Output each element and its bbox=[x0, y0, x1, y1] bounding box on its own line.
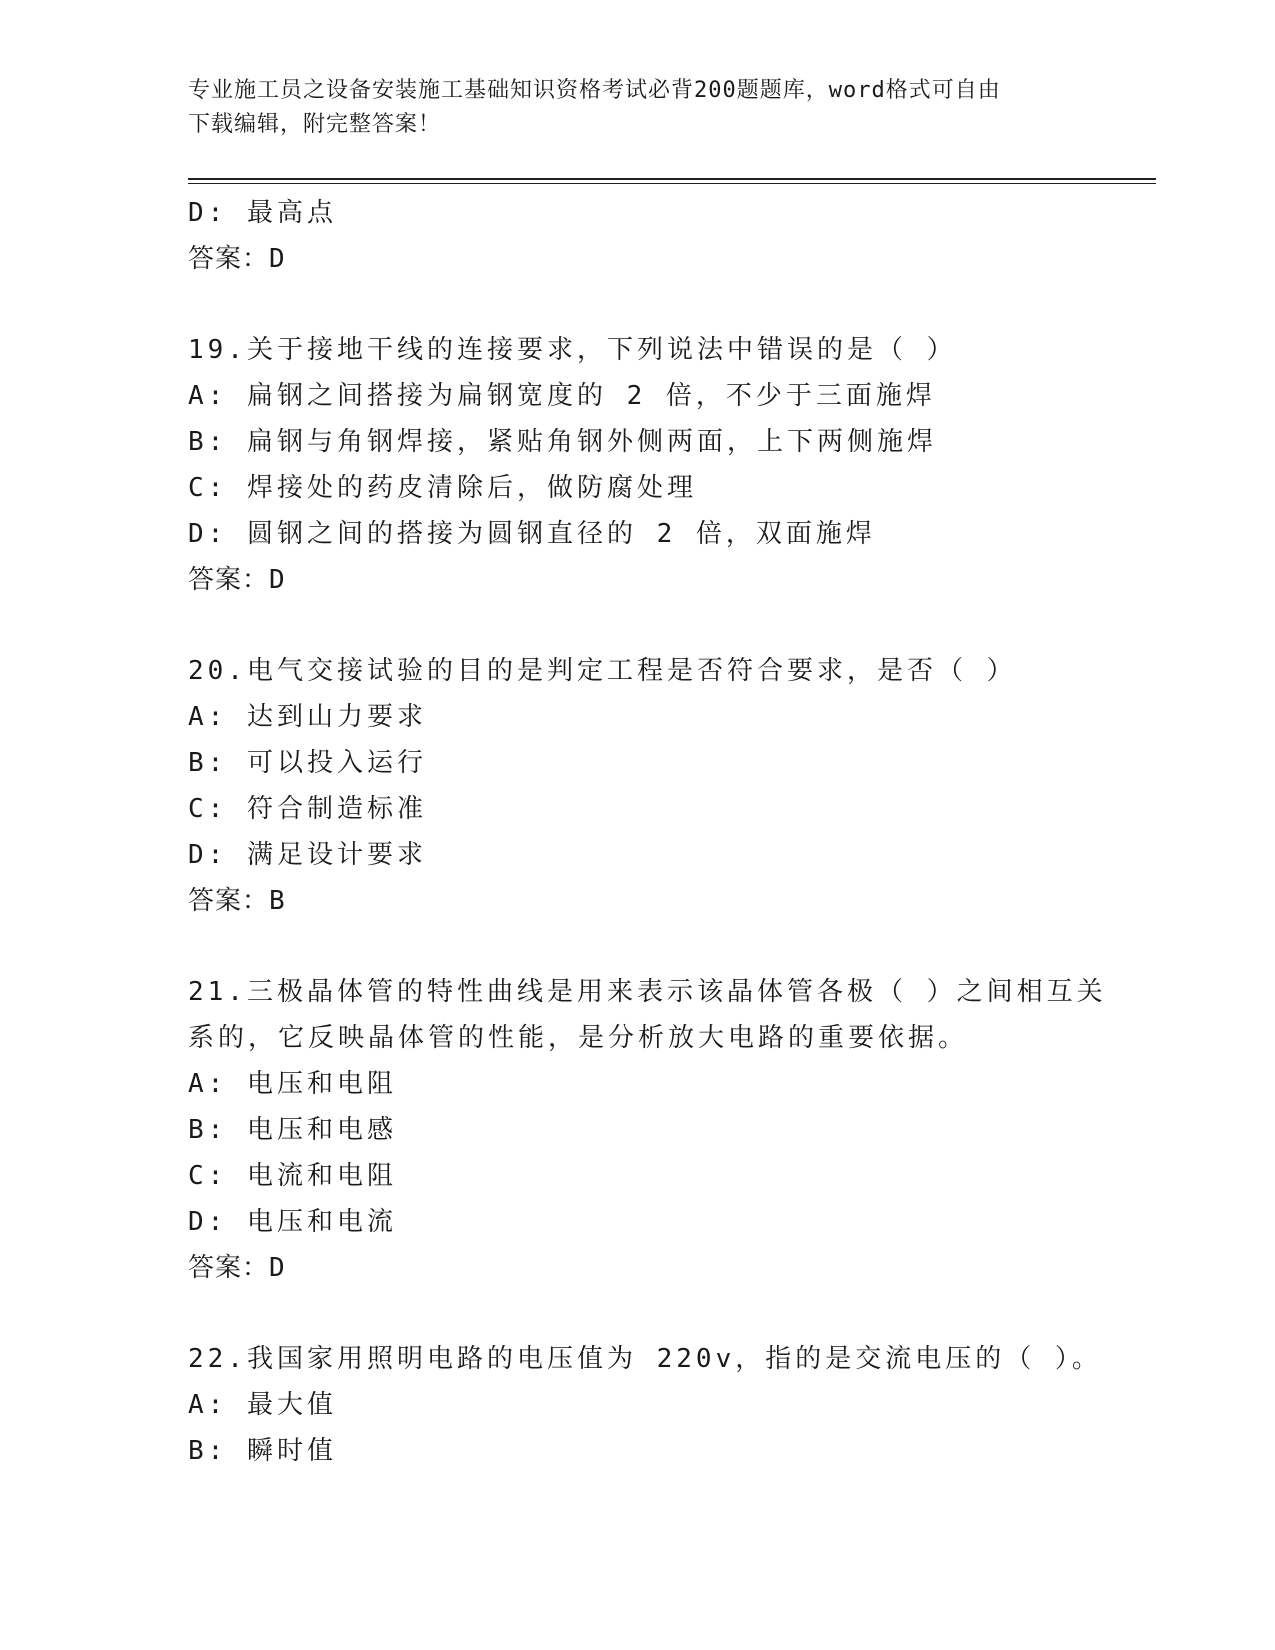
header-divider-thin bbox=[188, 183, 1156, 184]
header-divider-thick bbox=[188, 178, 1156, 180]
answer-line: 答案：D bbox=[188, 244, 286, 274]
question-19 bbox=[188, 327, 1088, 603]
question-22 bbox=[188, 1336, 1102, 1474]
option-d: D: 电压和电流 bbox=[188, 1207, 397, 1237]
option-d: D: 满足设计要求 bbox=[188, 840, 427, 870]
option-a: A: 电压和电阻 bbox=[188, 1069, 397, 1099]
header-line-1: 专业施工员之设备安装施工基础知识资格考试必背200题题库，word格式可自由 bbox=[188, 78, 1001, 103]
answer-line: 答案：B bbox=[188, 886, 286, 916]
answer-line: 答案：D bbox=[188, 1253, 286, 1283]
option-c: C: 焊接处的药皮清除后，做防腐处理 bbox=[188, 473, 697, 503]
answer-line: 答案：D bbox=[188, 565, 286, 595]
previous-question-tail bbox=[188, 190, 1088, 282]
option-c: C: 符合制造标准 bbox=[188, 794, 427, 824]
question-20 bbox=[188, 648, 1088, 924]
option-d: D: 圆钢之间的搭接为圆钢直径的 2 倍，双面施焊 bbox=[188, 519, 876, 549]
option-a: A: 达到山力要求 bbox=[188, 702, 427, 732]
option-b: B: 瞬时值 bbox=[188, 1436, 337, 1466]
question-text-line-1: 21.三极晶体管的特性曲线是用来表示该晶体管各极（ ）之间相互关 bbox=[188, 977, 1107, 1007]
header-line-2: 下载编辑，附完整答案！ bbox=[188, 112, 442, 137]
question-list bbox=[188, 190, 1107, 1474]
option-a: A: 最大值 bbox=[188, 1390, 337, 1420]
question-21 bbox=[188, 969, 1107, 1291]
option-b: B: 可以投入运行 bbox=[188, 748, 427, 778]
option-a: A: 扁钢之间搭接为扁钢宽度的 2 倍，不少于三面施焊 bbox=[188, 381, 936, 411]
document-header bbox=[188, 74, 1068, 142]
question-text: 20.电气交接试验的目的是判定工程是否符合要求，是否（ ） bbox=[188, 656, 1017, 686]
option-b: B: 电压和电感 bbox=[188, 1115, 397, 1145]
question-text-line-2: 系的，它反映晶体管的性能，是分析放大电路的重要依据。 bbox=[188, 1023, 969, 1053]
question-text: 22.我国家用照明电路的电压值为 220v，指的是交流电压的（ ）。 bbox=[188, 1344, 1102, 1374]
option-b: B: 扁钢与角钢焊接，紧贴角钢外侧两面，上下两侧施焊 bbox=[188, 427, 937, 457]
option-c: C: 电流和电阻 bbox=[188, 1161, 397, 1191]
option-d: D: 最高点 bbox=[188, 198, 337, 228]
question-text: 19.关于接地干线的连接要求，下列说法中错误的是（ ） bbox=[188, 335, 957, 365]
